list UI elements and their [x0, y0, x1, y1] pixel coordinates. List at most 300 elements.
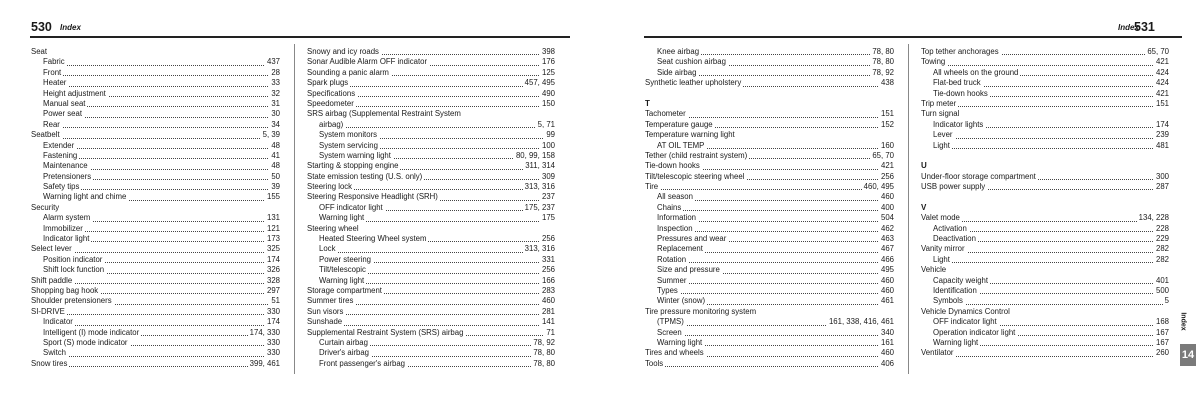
- entry-pages: 421: [1155, 57, 1169, 67]
- index-subentry[interactable]: [921, 130, 1169, 140]
- entry-pages: 282: [1155, 254, 1169, 264]
- entry-term: Light: [933, 254, 950, 264]
- leader-dots: [657, 335, 894, 336]
- index-entry[interactable]: [645, 78, 894, 88]
- index-entry[interactable]: [307, 68, 555, 78]
- index-subentry[interactable]: [31, 255, 280, 265]
- entry-pages: 33: [271, 78, 280, 88]
- entry-term: Supplemental Restraint System (SRS) airbag: [307, 327, 464, 337]
- page-number: 530: [31, 20, 52, 34]
- entry-term: Vehicle Dynamics Control: [921, 306, 1010, 316]
- entry-pages: 150: [541, 98, 555, 108]
- index-subentry[interactable]: [921, 338, 1169, 348]
- index-subentry[interactable]: [31, 120, 280, 130]
- right-page: [600, 0, 1200, 402]
- index-entry[interactable]: [645, 172, 894, 182]
- spacer: [921, 151, 1169, 161]
- index-entry[interactable]: [921, 244, 1169, 254]
- entry-term: Symbols: [933, 296, 963, 306]
- index-entry[interactable]: [645, 348, 894, 358]
- index-subentry[interactable]: [31, 161, 280, 171]
- entry-term: Steering lock: [307, 182, 353, 192]
- entry-pages: 168: [1155, 317, 1169, 327]
- index-subentry[interactable]: [645, 141, 894, 151]
- index-subentry[interactable]: [645, 203, 894, 213]
- entry-term: Vehicle: [921, 265, 947, 275]
- index-entry[interactable]: [645, 182, 894, 192]
- entry-term: Towing: [921, 57, 946, 67]
- entry-term: Warning light: [657, 337, 703, 347]
- index-subentry[interactable]: [921, 255, 1169, 265]
- entry-pages: 424: [1155, 78, 1169, 88]
- entry-pages: 78, 80: [872, 57, 894, 67]
- index-subentry[interactable]: [921, 276, 1169, 286]
- entry-term: Deactivation: [933, 234, 976, 244]
- index-subentry[interactable]: [307, 244, 555, 254]
- entry-pages: 490: [541, 88, 555, 98]
- index-entry[interactable]: [921, 172, 1169, 182]
- entry-pages: 500: [1155, 285, 1169, 295]
- index-subentry[interactable]: [307, 151, 555, 161]
- section-letter: V: [921, 202, 927, 212]
- entry-term: Curtain airbag: [319, 337, 368, 347]
- section-letter: U: [921, 161, 927, 171]
- entry-pages: 51: [271, 296, 280, 306]
- index-subentry[interactable]: [921, 224, 1169, 234]
- entry-pages: 325: [266, 244, 280, 254]
- entry-pages: 32: [271, 88, 280, 98]
- entry-term: SI-DRIVE: [31, 306, 65, 316]
- entry-pages: 48: [271, 161, 280, 171]
- leader-dots: [933, 262, 1169, 263]
- index-subentry[interactable]: [645, 255, 894, 265]
- entry-pages: 438: [880, 78, 894, 88]
- entry-pages: 328: [266, 275, 280, 285]
- index-entry[interactable]: [645, 359, 894, 369]
- index-subentry[interactable]: [921, 120, 1169, 130]
- thumb-index-label: Index: [1179, 312, 1187, 331]
- entry-pages: 460: [880, 192, 894, 202]
- index-subentry[interactable]: [921, 234, 1169, 244]
- index-subentry[interactable]: [31, 78, 280, 88]
- index-subentry[interactable]: [31, 68, 280, 78]
- entry-term: System warning light: [319, 150, 391, 160]
- header-rule: [30, 36, 570, 38]
- entry-term: Synthetic leather upholstery: [645, 78, 742, 88]
- index-entry[interactable]: [645, 151, 894, 161]
- entry-term: Turn signal: [921, 109, 960, 119]
- index-subentry[interactable]: [921, 286, 1169, 296]
- index-subentry[interactable]: [307, 276, 555, 286]
- entry-pages: 330: [266, 337, 280, 347]
- index-subentry[interactable]: [645, 213, 894, 223]
- entry-pages: 78, 92: [533, 337, 555, 347]
- entry-term: Immobilizer: [43, 223, 83, 233]
- entry-pages: 161, 338, 416, 461: [828, 317, 894, 327]
- index-entry[interactable]: [31, 244, 280, 254]
- index-subentry[interactable]: [307, 255, 555, 265]
- entry-pages: 166: [541, 275, 555, 285]
- index-subentry[interactable]: [645, 244, 894, 254]
- index-subentry[interactable]: [307, 359, 555, 369]
- entry-pages: 175, 237: [524, 202, 555, 212]
- entry-pages: 309: [541, 171, 555, 181]
- entry-pages: 401: [1155, 275, 1169, 285]
- index-subentry[interactable]: [31, 141, 280, 151]
- entry-term: (TPMS): [657, 317, 684, 327]
- index-entry[interactable]: [307, 192, 555, 202]
- entry-term: AT OIL TEMP: [657, 140, 705, 150]
- index-subentry[interactable]: [31, 172, 280, 182]
- entry-pages: 326: [266, 265, 280, 275]
- entry-term: Fastening: [43, 150, 78, 160]
- entry-pages: 5, 71: [537, 119, 555, 129]
- entry-pages: 400: [880, 202, 894, 212]
- index-subentry[interactable]: [921, 78, 1169, 88]
- entry-pages: 300: [1155, 171, 1169, 181]
- entry-pages: 406: [880, 358, 894, 368]
- index-entry[interactable]: [307, 317, 555, 327]
- index-subentry[interactable]: [921, 317, 1169, 327]
- index-subentry[interactable]: [645, 224, 894, 234]
- leader-dots: [921, 65, 1169, 66]
- index-subentry[interactable]: [31, 109, 280, 119]
- entry-term: Intelligent (I) mode indicator: [43, 327, 140, 337]
- entry-pages: 174: [1155, 119, 1169, 129]
- entry-pages: 228: [1155, 223, 1169, 233]
- entry-pages: 121: [266, 223, 280, 233]
- entry-term: All wheels on the ground: [933, 67, 1019, 77]
- header-rule: [644, 36, 1182, 38]
- entry-pages: 176: [541, 57, 555, 67]
- entry-term: Safety tips: [43, 182, 80, 192]
- leader-dots: [43, 75, 280, 76]
- entry-term: Tachometer: [645, 109, 686, 119]
- entry-term: Summer: [657, 275, 687, 285]
- entry-term: Summer tires: [307, 296, 354, 306]
- index-entry[interactable]: [31, 296, 280, 306]
- index-entry[interactable]: [31, 130, 280, 140]
- index-entry[interactable]: [31, 276, 280, 286]
- entry-term: Shift lock function: [43, 265, 105, 275]
- entry-pages: 155: [266, 192, 280, 202]
- index-entry[interactable]: [921, 57, 1169, 67]
- index-entry[interactable]: [307, 296, 555, 306]
- entry-pages: 31: [271, 98, 280, 108]
- index-subentry[interactable]: [645, 286, 894, 296]
- entry-term: Steering Responsive Headlight (SRH): [307, 192, 438, 202]
- index-subentry[interactable]: [921, 68, 1169, 78]
- entry-pages: 256: [541, 265, 555, 275]
- entry-term: Capacity weight: [933, 275, 989, 285]
- index-entry[interactable]: [921, 265, 1169, 275]
- entry-term: Seat cushion airbag: [657, 57, 726, 67]
- column-divider: [294, 44, 295, 374]
- entry-term: Winter (snow): [657, 296, 706, 306]
- index-entry[interactable]: [307, 47, 555, 57]
- index-entry[interactable]: [307, 99, 555, 109]
- index-subentry[interactable]: [307, 234, 555, 244]
- index-subentry[interactable]: [645, 296, 894, 306]
- index-subentry[interactable]: [31, 224, 280, 234]
- index-subentry[interactable]: [645, 192, 894, 202]
- index-subentry[interactable]: [31, 234, 280, 244]
- entry-pages: 311, 314: [525, 161, 555, 171]
- index-entry[interactable]: [307, 224, 555, 234]
- entry-term: Driver's airbag: [319, 348, 370, 358]
- entry-pages: 330: [266, 306, 280, 316]
- entry-pages: 80, 99, 158: [515, 150, 555, 160]
- index-subentry[interactable]: [31, 317, 280, 327]
- index-entry[interactable]: [645, 307, 894, 317]
- entry-term: Starting & stopping engine: [307, 161, 399, 171]
- entry-pages: 28: [271, 67, 280, 77]
- leader-dots: [43, 356, 280, 357]
- leader-dots: [645, 366, 894, 367]
- entry-term: Pretensioners: [43, 171, 92, 181]
- index-subentry[interactable]: [31, 151, 280, 161]
- index-subentry[interactable]: [31, 265, 280, 275]
- entry-term: Extender: [43, 140, 75, 150]
- entry-term: Trip meter: [921, 98, 957, 108]
- index-subentry[interactable]: [307, 130, 555, 140]
- leader-dots: [657, 262, 894, 263]
- entry-term: Sonar Audible Alarm OFF indicator: [307, 57, 428, 67]
- index-subentry[interactable]: [645, 68, 894, 78]
- index-entry[interactable]: [307, 182, 555, 192]
- entry-pages: 461: [880, 296, 894, 306]
- index-subentry[interactable]: [307, 120, 555, 130]
- index-entry[interactable]: [921, 99, 1169, 109]
- index-subentry[interactable]: [31, 99, 280, 109]
- entry-pages: 175: [541, 213, 555, 223]
- index-subentry[interactable]: [645, 57, 894, 67]
- entry-term: State emission testing (U.S. only): [307, 171, 423, 181]
- index-entry[interactable]: [307, 109, 555, 119]
- index-subentry[interactable]: [307, 338, 555, 348]
- index-entry[interactable]: [921, 182, 1169, 192]
- leader-dots: [933, 148, 1169, 149]
- entry-term: Tilt/telescopic: [319, 265, 366, 275]
- entry-pages: 152: [880, 119, 894, 129]
- leader-dots: [43, 65, 280, 66]
- leader-dots: [319, 127, 555, 128]
- entry-pages: 48: [271, 140, 280, 150]
- entry-term: Specifications: [307, 88, 356, 98]
- leader-dots: [31, 314, 280, 315]
- index-subentry[interactable]: [645, 338, 894, 348]
- index-entry[interactable]: [31, 359, 280, 369]
- index-column-4: [921, 47, 1169, 359]
- index-entry[interactable]: [921, 348, 1169, 358]
- entry-term: Manual seat: [43, 98, 86, 108]
- leader-dots: [307, 325, 555, 326]
- spacer: [645, 89, 894, 99]
- leader-dots: [43, 325, 280, 326]
- index-subentry[interactable]: [307, 265, 555, 275]
- index-subentry[interactable]: [645, 328, 894, 338]
- index-entry[interactable]: [645, 161, 894, 171]
- index-subentry[interactable]: [31, 57, 280, 67]
- entry-pages: 287: [1155, 182, 1169, 192]
- index-subentry[interactable]: [31, 192, 280, 202]
- entry-term: Power seat: [43, 109, 83, 119]
- entry-term: Tilt/telescopic steering wheel: [645, 171, 745, 181]
- entry-term: Height adjustment: [43, 88, 106, 98]
- entry-term: Power steering: [319, 254, 372, 264]
- index-entry[interactable]: [307, 307, 555, 317]
- entry-pages: 78, 80: [872, 47, 894, 56]
- leader-dots: [43, 148, 280, 149]
- entry-pages: 466: [880, 254, 894, 264]
- entry-term: Warning light: [319, 275, 365, 285]
- entry-term: Replacement: [657, 244, 703, 254]
- index-entry[interactable]: [307, 89, 555, 99]
- entry-pages: 256: [541, 234, 555, 244]
- entry-term: Steering wheel: [307, 223, 359, 233]
- index-subentry[interactable]: [31, 338, 280, 348]
- entry-pages: 160: [880, 140, 894, 150]
- entry-pages: 457, 495: [524, 78, 555, 88]
- column-divider: [908, 44, 909, 374]
- entry-pages: 460: [880, 348, 894, 358]
- entry-term: Seat: [31, 47, 48, 56]
- index-entry[interactable]: [921, 307, 1169, 317]
- entry-pages: 462: [880, 223, 894, 233]
- entry-pages: 463: [880, 234, 894, 244]
- index-subentry[interactable]: [645, 234, 894, 244]
- entry-pages: 398: [541, 47, 555, 56]
- entry-pages: 460: [880, 275, 894, 285]
- entry-pages: 65, 70: [1147, 47, 1169, 56]
- entry-term: Maintenance: [43, 161, 88, 171]
- entry-pages: 71: [546, 327, 555, 337]
- leader-dots: [657, 283, 894, 284]
- entry-pages: 174: [266, 254, 280, 264]
- entry-term: Sunshade: [307, 317, 343, 327]
- entry-pages: 174: [266, 317, 280, 327]
- entry-pages: 41: [271, 150, 280, 160]
- entry-pages: 141: [541, 317, 555, 327]
- index-entry[interactable]: [31, 286, 280, 296]
- entry-pages: 313, 316: [524, 244, 555, 254]
- index-subentry[interactable]: [307, 203, 555, 213]
- entry-pages: 229: [1155, 234, 1169, 244]
- index-entry[interactable]: [645, 130, 894, 140]
- index-column-1: [31, 47, 280, 369]
- entry-term: OFF indicator light: [933, 317, 997, 327]
- index-entry[interactable]: [921, 213, 1169, 223]
- entry-term: Rear: [43, 119, 60, 129]
- index-entry[interactable]: [307, 161, 555, 171]
- entry-term: Operation indicator light: [933, 327, 1016, 337]
- entry-term: Warning light: [933, 337, 979, 347]
- index-subentry[interactable]: [31, 213, 280, 223]
- index-subentry[interactable]: [921, 141, 1169, 151]
- entry-term: Warning light: [319, 213, 365, 223]
- leader-dots: [645, 189, 894, 190]
- index-entry[interactable]: [31, 203, 280, 213]
- index-subentry[interactable]: [645, 276, 894, 286]
- entry-term: Speedometer: [307, 98, 354, 108]
- index-entry[interactable]: [307, 78, 555, 88]
- index-entry[interactable]: [307, 328, 555, 338]
- entry-term: Snowy and icy roads: [307, 47, 379, 56]
- entry-pages: 460: [880, 285, 894, 295]
- index-subentry[interactable]: [645, 317, 894, 327]
- index-subentry[interactable]: [921, 89, 1169, 99]
- index-subentry[interactable]: [921, 328, 1169, 338]
- entry-term: Sport (S) mode indicator: [43, 337, 128, 347]
- entry-pages: 239: [1155, 130, 1169, 140]
- entry-pages: 5: [1164, 296, 1169, 306]
- entry-term: Front: [43, 67, 62, 77]
- entry-pages: 421: [1155, 88, 1169, 98]
- index-subentry[interactable]: [31, 348, 280, 358]
- entry-pages: 30: [271, 109, 280, 119]
- index-column-2: [307, 47, 555, 369]
- entry-pages: 421: [880, 161, 894, 171]
- index-subentry[interactable]: [31, 328, 280, 338]
- leader-dots: [657, 210, 894, 211]
- entry-term: Sounding a panic alarm: [307, 67, 389, 77]
- index-subentry[interactable]: [307, 348, 555, 358]
- index-entry[interactable]: [645, 109, 894, 119]
- index-entry[interactable]: [921, 47, 1169, 57]
- index-entry[interactable]: [645, 120, 894, 130]
- index-column-3: [645, 47, 894, 369]
- entry-pages: 495: [880, 265, 894, 275]
- page-number: 531: [1134, 20, 1155, 34]
- leader-dots: [657, 293, 894, 294]
- index-entry[interactable]: [31, 307, 280, 317]
- entry-pages: 173: [266, 234, 280, 244]
- entry-pages: 167: [1155, 327, 1169, 337]
- entry-term: Shift paddle: [31, 275, 73, 285]
- index-entry[interactable]: [307, 57, 555, 67]
- entry-term: Tie-down hooks: [645, 161, 700, 171]
- index-entry[interactable]: [307, 172, 555, 182]
- entry-pages: 174, 330: [249, 327, 280, 337]
- entry-pages: 78, 92: [872, 67, 894, 77]
- index-subentry[interactable]: [31, 182, 280, 192]
- index-entry[interactable]: [31, 47, 280, 57]
- entry-pages: 78, 80: [533, 348, 555, 358]
- index-entry[interactable]: [921, 109, 1169, 119]
- entry-term: Under-floor storage compartment: [921, 171, 1036, 181]
- leader-dots: [31, 138, 280, 139]
- index-subentry[interactable]: [307, 213, 555, 223]
- index-subentry[interactable]: [31, 89, 280, 99]
- entry-term: USB power supply: [921, 182, 986, 192]
- index-subentry[interactable]: [645, 47, 894, 57]
- entry-term: Lock: [319, 244, 336, 254]
- entry-term: Top tether anchorages: [921, 47, 999, 56]
- section-letter: T: [645, 98, 650, 108]
- entry-pages: 161: [880, 337, 894, 347]
- thumb-index-tab[interactable]: 14: [1180, 344, 1196, 366]
- entry-pages: 39: [271, 182, 280, 192]
- entry-term: Tire pressure monitoring system: [645, 306, 757, 316]
- entry-term: Identification: [933, 285, 977, 295]
- index-subentry[interactable]: [307, 141, 555, 151]
- entry-term: airbag): [319, 119, 344, 129]
- index-subentry[interactable]: [645, 265, 894, 275]
- index-entry[interactable]: [307, 286, 555, 296]
- entry-term: Vanity mirror: [921, 244, 965, 254]
- index-subentry[interactable]: [921, 296, 1169, 306]
- leader-dots: [43, 86, 280, 87]
